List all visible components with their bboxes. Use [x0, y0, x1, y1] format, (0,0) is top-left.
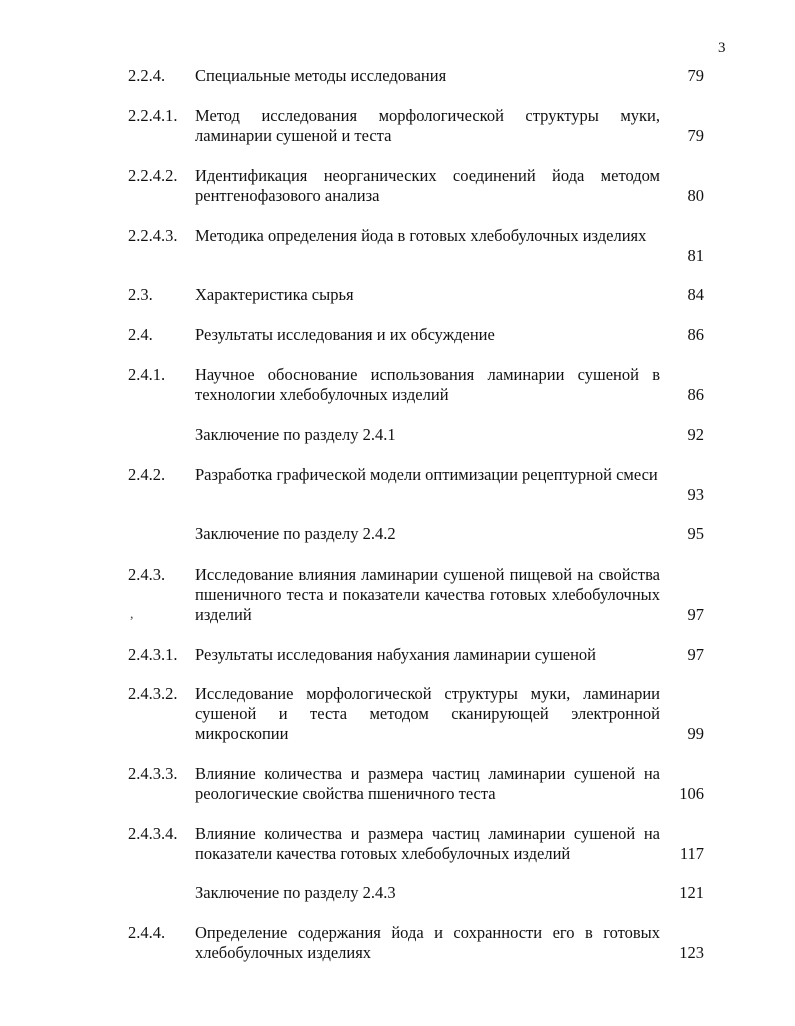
- toc-entry: [0, 764, 795, 804]
- toc-number: 2.2.4.1.: [128, 106, 178, 125]
- toc-entry: [0, 425, 795, 465]
- toc-title: Исследование морфологической структуры муки, ламинарии сушеной и теста методом сканирующей электронной микроскопии: [195, 684, 660, 743]
- toc-page: 95: [687, 524, 704, 543]
- toc-number: 2.2.4.2.: [128, 166, 178, 185]
- toc-title: Заключение по разделу 2.4.2: [195, 524, 396, 543]
- toc-entry: [0, 524, 795, 564]
- toc-title: Результаты исследования набухания ламинарии сушеной: [195, 645, 596, 664]
- toc-entry: [0, 883, 795, 923]
- toc-number: 2.4.1.: [128, 365, 166, 384]
- toc-page: 123: [679, 943, 704, 962]
- toc-page: 79: [687, 66, 704, 85]
- toc-entry: [0, 106, 795, 146]
- toc-entry: [0, 285, 795, 325]
- page-number: 3: [718, 40, 726, 56]
- toc-entry: [0, 325, 795, 365]
- toc-page: 117: [679, 844, 704, 863]
- toc-number: 2.2.4.: [128, 66, 166, 85]
- toc-title: Определение содержания йода и сохранности его в готовых хлебобулочных изделиях: [195, 923, 660, 962]
- toc-page: 86: [687, 385, 704, 404]
- toc-number: 2.4.4.: [128, 923, 166, 942]
- toc-page: 86: [687, 325, 704, 344]
- toc-title: Влияние количества и размера частиц ламинарии сушеной на реологические свойства пшеничного теста: [195, 764, 660, 803]
- toc-page: 97: [687, 645, 704, 664]
- toc-title: Идентификация неорганических соединений йода методом рентгенофазового анализа: [195, 166, 660, 205]
- toc-entry: [0, 824, 795, 864]
- toc-title: Методика определения йода в готовых хлебобулочных изделиях: [195, 226, 647, 245]
- toc-page: 79: [687, 126, 704, 145]
- toc-number: 2.4.3.2.: [128, 684, 178, 703]
- toc-page: 99: [687, 724, 704, 743]
- toc-title: Научное обоснование использования ламинарии сушеной в технологии хлебобулочных изделий: [195, 365, 660, 404]
- toc-title: Результаты исследования и их обсуждение: [195, 325, 495, 344]
- toc-page: 121: [679, 883, 704, 902]
- toc-entry: [0, 645, 795, 685]
- toc-page: 92: [687, 425, 704, 444]
- toc-entry: [0, 365, 795, 405]
- toc-entry: [0, 565, 795, 624]
- toc-entry: [0, 166, 795, 206]
- toc-number: 2.4.3.1.: [128, 645, 178, 664]
- toc-entry: [0, 66, 795, 106]
- toc-number: 2.4.2.: [128, 465, 166, 484]
- toc-title: Влияние количества и размера частиц ламинарии сушеной на показатели качества готовых хлебобулочных изделий: [195, 824, 660, 863]
- toc-title: Заключение по разделу 2.4.1: [195, 425, 396, 444]
- toc-page: 80: [687, 186, 704, 205]
- toc-number: 2.3.: [128, 285, 153, 304]
- toc-title: Заключение по разделу 2.4.3: [195, 883, 396, 902]
- toc-title: Специальные методы исследования: [195, 66, 447, 85]
- toc-title: Характеристика сырья: [195, 285, 354, 304]
- toc-number: 2.4.3.: [128, 565, 166, 584]
- toc-page: 93: [687, 485, 704, 504]
- toc-entry: [0, 684, 795, 743]
- toc-title: Метод исследования морфологической структуры муки, ламинарии сушеной и теста: [195, 106, 660, 145]
- toc-title: Разработка графической модели оптимизации рецептурной смеси: [195, 465, 658, 484]
- stray-mark: ,: [130, 607, 134, 622]
- toc-entry: [0, 226, 795, 266]
- toc-entry: [0, 465, 795, 505]
- toc-page: 97: [687, 605, 704, 624]
- toc-page: 84: [687, 285, 704, 304]
- toc-number: 2.4.3.4.: [128, 824, 178, 843]
- toc-entry: [0, 923, 795, 963]
- toc-page: 81: [687, 246, 704, 265]
- toc-page: 106: [679, 784, 704, 803]
- toc-number: 2.2.4.3.: [128, 226, 178, 245]
- toc-title: Исследование влияния ламинарии сушеной пищевой на свойства пшеничного теста и показатели качества готовых хлебобулочных изделий: [195, 565, 660, 624]
- toc-number: 2.4.: [128, 325, 153, 344]
- toc-number: 2.4.3.3.: [128, 764, 178, 783]
